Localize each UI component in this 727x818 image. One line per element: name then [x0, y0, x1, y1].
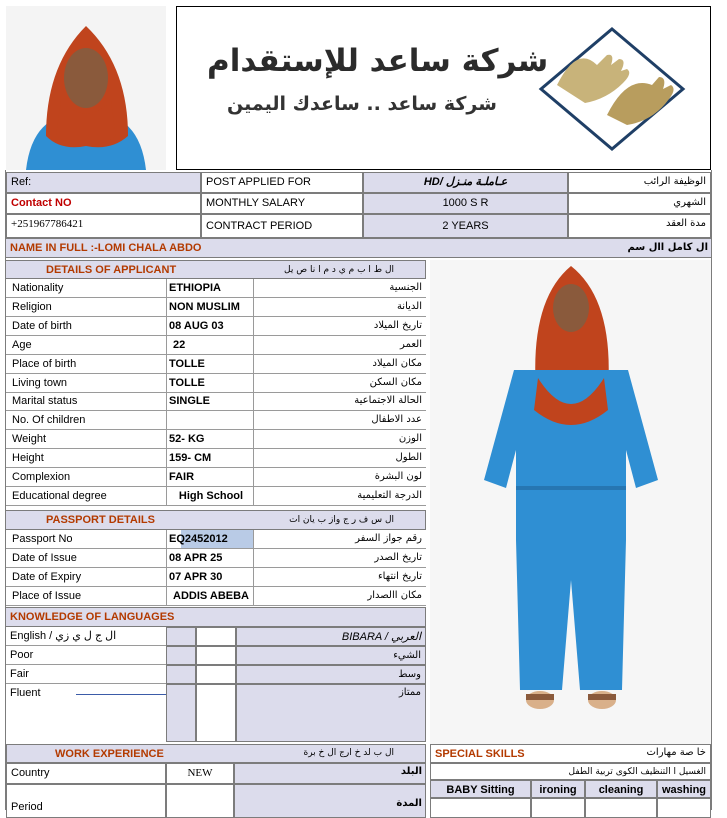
passport-row-ar: تاريخ انتهاء [254, 568, 426, 587]
applicant-row-label: Age [6, 336, 166, 355]
applicant-row-value: TOLLE [166, 355, 254, 374]
applicant-row-value: ETHIOPIA [166, 279, 254, 298]
applicant-title-ar: ال ط ا ب م ي د م ا نا ص يل [284, 265, 394, 275]
applicant-row-ar: عدد الاطفال [254, 411, 426, 430]
full-name-ar: ال كامل اال سم [627, 242, 708, 253]
applicant-row-value: High School [166, 487, 254, 506]
skill-cell-3 [585, 798, 657, 818]
frame-right-border [711, 170, 712, 810]
skills-title: SPECIAL SKILLS [435, 748, 525, 760]
applicant-row-label: Religion [6, 298, 166, 317]
ref-label: Ref: [6, 172, 201, 193]
company-logo-banner [176, 6, 711, 170]
applicant-row-label: Date of birth [6, 317, 166, 336]
poor-cell-1 [166, 646, 196, 665]
company-slogan: شركة ساعد .. ساعدك اليمين [227, 93, 497, 115]
fluent-cell-2 [196, 684, 236, 742]
english-cell-1 [166, 627, 196, 646]
applicant-row-ar: الدرجة التعليمية [254, 487, 426, 506]
passport-row-label: Passport No [6, 530, 166, 549]
passport-row-label: Place of Issue [6, 587, 166, 606]
skills-title-ar: خا صة مهارات [646, 747, 706, 758]
skill-cell-4 [657, 798, 711, 818]
skill-cell-2 [531, 798, 585, 818]
applicant-row-label: Weight [6, 430, 166, 449]
poor-label: Poor [6, 646, 166, 665]
passport-row-value: ADDIS ABEBA [166, 587, 254, 606]
applicant-row-ar: الديانة [254, 298, 426, 317]
passport-row-label: Date of Issue [6, 549, 166, 568]
applicant-row-value: 08 AUG 03 [166, 317, 254, 336]
fair-label: Fair [6, 665, 166, 684]
arabic-label: BIBARA / العربي [236, 627, 426, 646]
fair-cell-2 [196, 665, 236, 684]
applicant-row-ar: الحالة الاجتماعية [254, 392, 426, 411]
applicant-row-label: No. Of children [6, 411, 166, 430]
passport-title: PASSPORT DETAILS [46, 514, 155, 526]
applicant-row-label: Marital status [6, 392, 166, 411]
applicant-row-ar: الوزن [254, 430, 426, 449]
post-applied-ar: الوظيفة الرائب [568, 172, 711, 193]
full-name: NAME IN FULL :-LOMI CHALA ABDO [10, 242, 202, 254]
post-applied-label: POST APPLIED FOR [201, 172, 363, 193]
skill-washing: washing [657, 780, 711, 798]
applicant-row-value: SINGLE [166, 392, 254, 411]
work-title: WORK EXPERIENCE [55, 748, 164, 760]
passport-title-ar: ال س ف ر ج واز ب يان ات [289, 515, 394, 525]
applicant-row-label: Educational degree [6, 487, 166, 506]
post-applied-value: HD/ عـاملـة منـزل [363, 172, 568, 193]
skill-baby-sitting: BABY Sitting [430, 780, 531, 798]
country-label: Country [6, 763, 166, 784]
applicant-row-ar: تاريخ الميلاد [254, 317, 426, 336]
applicant-row-ar: لون البشرة [254, 468, 426, 487]
contract-label: CONTRACT PERIOD [201, 214, 363, 238]
country-ar: البلد [400, 766, 422, 777]
skill-cell-1 [430, 798, 531, 818]
fluent-ar: ممتاز [236, 684, 426, 742]
applicant-row-value: FAIR [166, 468, 254, 487]
applicant-row-value: TOLLE [166, 374, 254, 393]
skill-ironing: ironing [531, 780, 585, 798]
company-name: شركة ساعد للإستقدام [207, 43, 549, 79]
fair-ar: وسط [236, 665, 426, 684]
languages-title: KNOWLEDGE OF LANGUAGES [10, 611, 175, 623]
applicant-row-ar: الجنسية [254, 279, 426, 298]
passport-row-value: EQ2452012 [166, 530, 254, 549]
passport-row-value: 08 APR 25 [166, 549, 254, 568]
contract-ar: مدة العقد [568, 214, 711, 238]
applicant-row-ar: العمر [254, 336, 426, 355]
fluent-cell-1 [166, 684, 196, 742]
passport-row-ar: مكان االصدار [254, 587, 426, 606]
languages-header [6, 607, 426, 627]
fair-cell-1 [166, 665, 196, 684]
fluent-underline [76, 694, 166, 695]
poor-ar: الشيء [236, 646, 426, 665]
applicant-row-label: Complexion [6, 468, 166, 487]
skill-cleaning: cleaning [585, 780, 657, 798]
fluent-label: Fluent [10, 687, 41, 699]
period-ar: المدة [396, 798, 422, 809]
skills-ar-row: الغسيل ا التنظيف الكوى تربية الطفل [430, 763, 711, 780]
salary-value: 1000 S R [363, 193, 568, 214]
applicant-row-ar: الطول [254, 449, 426, 468]
passport-row-value: 07 APR 30 [166, 568, 254, 587]
applicant-row-value [166, 411, 254, 430]
passport-row-label: Date of Expiry [6, 568, 166, 587]
applicant-row-value: 52- KG [166, 430, 254, 449]
applicant-row-label: Height [6, 449, 166, 468]
frame-left-border [5, 170, 6, 810]
applicant-row-value: 159- CM [166, 449, 254, 468]
applicant-row-ar: مكان الميلاد [254, 355, 426, 374]
applicant-row-value: NON MUSLIM [166, 298, 254, 317]
country-value: NEW [166, 763, 234, 784]
applicant-row-label: Place of birth [6, 355, 166, 374]
applicant-title: DETAILS OF APPLICANT [46, 264, 177, 276]
contact-label: Contact NO [6, 193, 201, 214]
period-value [166, 784, 234, 818]
applicant-row-label: Nationality [6, 279, 166, 298]
work-title-ar: ال ب لد خ ارج ال خ برة [303, 748, 394, 758]
contract-value: 2 YEARS [363, 214, 568, 238]
period-label: Period [6, 784, 166, 818]
poor-cell-2 [196, 646, 236, 665]
salary-ar: الشهري [568, 193, 711, 214]
passport-row-ar: تاريخ الصدر [254, 549, 426, 568]
passport-row-ar: رقم جواز السفر [254, 530, 426, 549]
salary-label: MONTHLY SALARY [201, 193, 363, 214]
english-label: English / ال ج ل ي زي [6, 627, 166, 646]
applicant-row-label: Living town [6, 374, 166, 393]
english-cell-2 [196, 627, 236, 646]
portrait-photo [6, 6, 166, 170]
applicant-row-ar: مكان السكن [254, 374, 426, 393]
applicant-row-value: 22 [166, 336, 254, 355]
hands-logo-icon [537, 25, 687, 153]
full-body-photo [430, 260, 712, 744]
contact-value: +251967786421 [6, 214, 201, 238]
